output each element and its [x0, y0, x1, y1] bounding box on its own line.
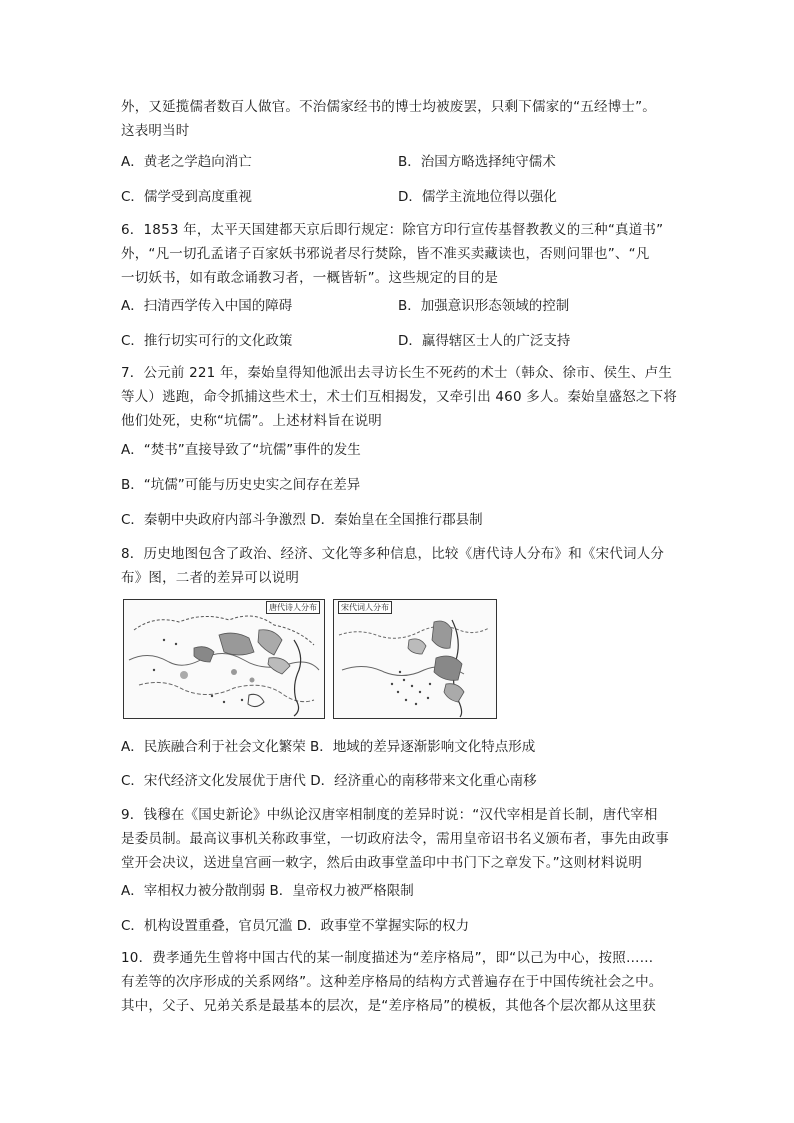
q9-stem-line-3: 堂开会决议，送进皇宫画一敕字，然后由政事堂盖印中书门下之章发下。”这则材料说明	[121, 855, 643, 871]
q6-stem-line-1: 6．1853 年，太平天国建都天京后即行规定：除官方印行宣传基督教教义的三种“真道书”	[121, 222, 664, 238]
q7-option-b: B．“坑儒”可能与历史史实之间存在差异	[121, 477, 361, 493]
tang-poets-map	[123, 599, 325, 719]
song-map-label: 宋代词人分布	[338, 601, 392, 614]
q8-options-a-b: A．民族融合利于社会文化繁荣 B．地域的差异逐渐影响文化特点形成	[121, 739, 536, 755]
q8-stem-line-2: 布》图，二者的差异可以说明	[121, 570, 300, 586]
q5-option-a: A．黄老之学趋向消亡	[121, 154, 252, 170]
q5-option-d: D．儒学主流地位得以强化	[398, 189, 557, 205]
q10-stem-line-3: 其中，父子、兄弟关系是最基本的层次，是“差序格局”的模板，其他各个层次都从这里获	[121, 998, 656, 1014]
tang-map-label: 唐代诗人分布	[266, 601, 320, 614]
q10-stem-line-2: 有差等的次序形成的关系网络”。这种差序格局的结构方式普遍存在于中国传统社会之中。	[121, 974, 663, 990]
q6-stem-line-3: 一切妖书，如有敢念诵教习者，一概皆斩”。这些规定的目的是	[121, 270, 499, 286]
q6-stem-line-2: 外，“凡一切孔孟诸子百家妖书邪说者尽行焚除，皆不准买卖藏读也，否则问罪也”、“凡	[121, 246, 650, 262]
tang-map-drawing	[124, 600, 324, 718]
q9-stem-line-2: 是委员制。最高议事机关称政事堂，一切政府法令，需用皇帝诏书名义颁布者，事先由政事	[121, 831, 669, 847]
q5-option-b: B．治国方略选择纯守儒术	[398, 154, 556, 170]
q6-option-d: D．赢得辖区士人的广泛支持	[398, 333, 571, 349]
q9-options-c-d: C．机构设置重叠，官员冗滥 D．政事堂不掌握实际的权力	[121, 918, 470, 934]
q7-stem-line-1: 7．公元前 221 年，秦始皇得知他派出去寻访长生不死药的术士（韩众、徐市、侯生、卢生	[121, 365, 673, 381]
song-map-drawing	[334, 600, 496, 718]
q9-options-a-b: A．宰相权力被分散削弱 B．皇帝权力被严格限制	[121, 883, 414, 899]
q5-stem-line-2: 这表明当时	[121, 123, 190, 139]
q6-option-c: C．推行切实可行的文化政策	[121, 333, 293, 349]
q5-option-c: C．儒学受到高度重视	[121, 189, 252, 205]
song-lyricists-map	[333, 599, 497, 719]
q10-stem-line-1: 10．费孝通先生曾将中国古代的某一制度描述为“差序格局”，即“以己为中心，按照……	[121, 950, 654, 966]
q7-stem-line-2: 等人）逃跑，命令抓捕这些术士，术士们互相揭发，又牵引出 460 多人。秦始皇盛怒之下将	[121, 389, 677, 405]
q6-option-b: B．加强意识形态领域的控制	[398, 298, 570, 314]
q7-options-c-d: C．秦朝中央政府内部斗争激烈 D．秦始皇在全国推行郡县制	[121, 512, 483, 528]
q7-option-a: A．“焚书”直接导致了“坑儒”事件的发生	[121, 442, 361, 458]
q8-stem-line-1: 8．历史地图包含了政治、经济、文化等多种信息，比较《唐代诗人分布》和《宋代词人分	[121, 546, 665, 562]
q9-stem-line-1: 9．钱穆在《国史新论》中纵论汉唐宰相制度的差异时说：“汉代宰相是首长制，唐代宰相	[121, 807, 658, 823]
q6-option-a: A．扫清西学传入中国的障碍	[121, 298, 293, 314]
q5-stem-line-1: 外，又延揽儒者数百人做官。不治儒家经书的博士均被废罢，只剩下儒家的“五经博士”。	[121, 99, 656, 115]
q8-options-c-d: C．宋代经济文化发展优于唐代 D．经济重心的南移带来文化重心南移	[121, 773, 537, 789]
q7-stem-line-3: 他们处死，史称“坑儒”。上述材料旨在说明	[121, 413, 382, 429]
